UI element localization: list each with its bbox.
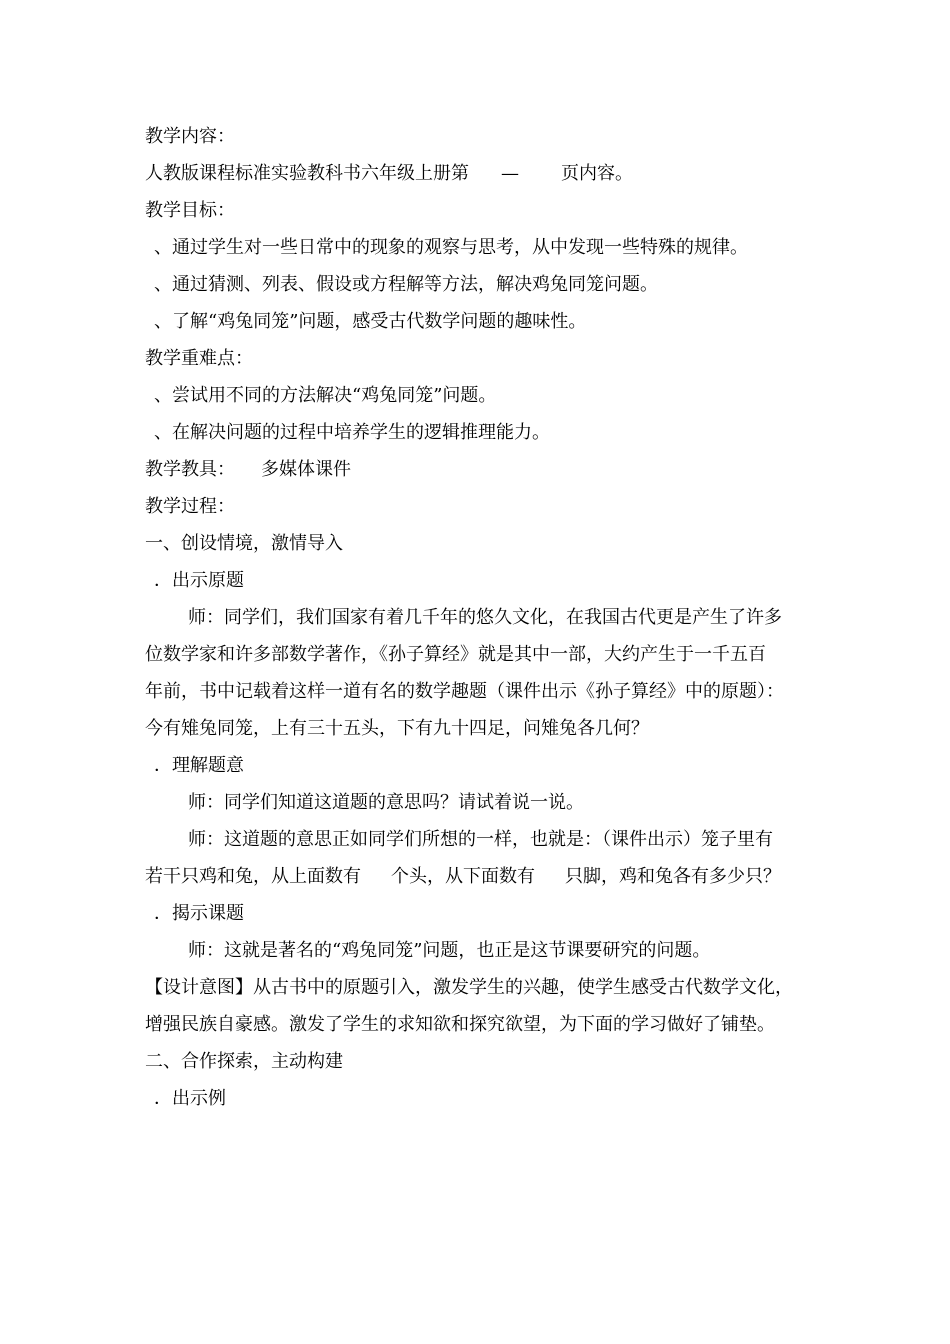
tools-line — [145, 451, 810, 488]
design-intent-line-2: 增强民族自豪感。激发了学生的求知欲和探究欲望，为下面的学习做好了铺垫。 — [145, 1014, 775, 1035]
goals-heading: 教学目标： — [145, 200, 235, 221]
paragraph-3-line-1: 师：这道题的意思正如同学们所想的一样，也就是：（课件出示）笼子里有 — [188, 829, 773, 850]
section-heading-1: 一、创设情境，激情导入 — [145, 533, 343, 554]
paragraph-1-line-4: 今有雉兔同笼，上有三十五头，下有九十四足，问雉兔各几何？ — [145, 718, 649, 739]
paragraph-1-line-2: 位数学家和许多部数学著作，《孙子算经》就是其中一部，大约产生于一千五百 — [145, 644, 766, 665]
tools-value: 多媒体课件 — [261, 459, 351, 480]
key-point-1: 、尝试用不同的方法解决“鸡兔同笼”问题。 — [154, 385, 497, 406]
content-text-b: 页内容。 — [561, 163, 633, 184]
process-heading: 教学过程： — [145, 496, 235, 517]
goal-item-2: 、通过猜测、列表、假设或方程解等方法，解决鸡兔同笼问题。 — [154, 274, 658, 295]
paragraph-3-part-a: 若干只鸡和兔，从上面数有 — [145, 866, 361, 887]
content-text-a: 人教版课程标准实验教科书六年级上册第 — [145, 163, 469, 184]
goal-item-1: 、通过学生对一些日常中的现象的观察与思考，从中发现一些特殊的规律。 — [154, 237, 748, 258]
step-heading-2: ．理解题意 — [154, 755, 244, 776]
tools-label: 教学教具： — [145, 459, 235, 480]
section-heading-2: 二、合作探索，主动构建 — [145, 1051, 343, 1072]
content-text — [145, 155, 810, 192]
key-points-heading: 教学重难点： — [145, 348, 253, 369]
step-heading-1: ．出示原题 — [154, 570, 244, 591]
paragraph-3-part-c: 只脚，鸡和兔各有多少只？ — [565, 866, 781, 887]
document-body — [145, 118, 810, 1117]
paragraph-3-line-2 — [145, 858, 810, 895]
design-intent-line-1: 【设计意图】从古书中的原题引入，激发学生的兴趣，使学生感受古代数学文化， — [145, 977, 793, 998]
paragraph-1-line-3: 年前，书中记载着这样一道有名的数学趣题（课件出示《孙子算经》中的原题）： — [145, 681, 784, 702]
paragraph-4: 师：这就是著名的“鸡兔同笼”问题，也正是这节课要研究的问题。 — [188, 940, 711, 961]
step-heading-4: ．出示例 — [154, 1088, 226, 1109]
content-heading: 教学内容： — [145, 126, 235, 147]
key-point-2: 、在解决问题的过程中培养学生的逻辑推理能力。 — [154, 422, 550, 443]
goal-item-3: 、了解“鸡兔同笼”问题，感受古代数学问题的趣味性。 — [154, 311, 587, 332]
content-text-dash: — — [501, 163, 519, 184]
paragraph-2: 师：同学们知道这道题的意思吗？请试着说一说。 — [188, 792, 584, 813]
step-heading-3: ．揭示课题 — [154, 903, 244, 924]
paragraph-1-line-1: 师：同学们，我们国家有着几千年的悠久文化，在我国古代更是产生了许多 — [188, 607, 782, 628]
paragraph-3-part-b: 个头，从下面数有 — [391, 866, 535, 887]
